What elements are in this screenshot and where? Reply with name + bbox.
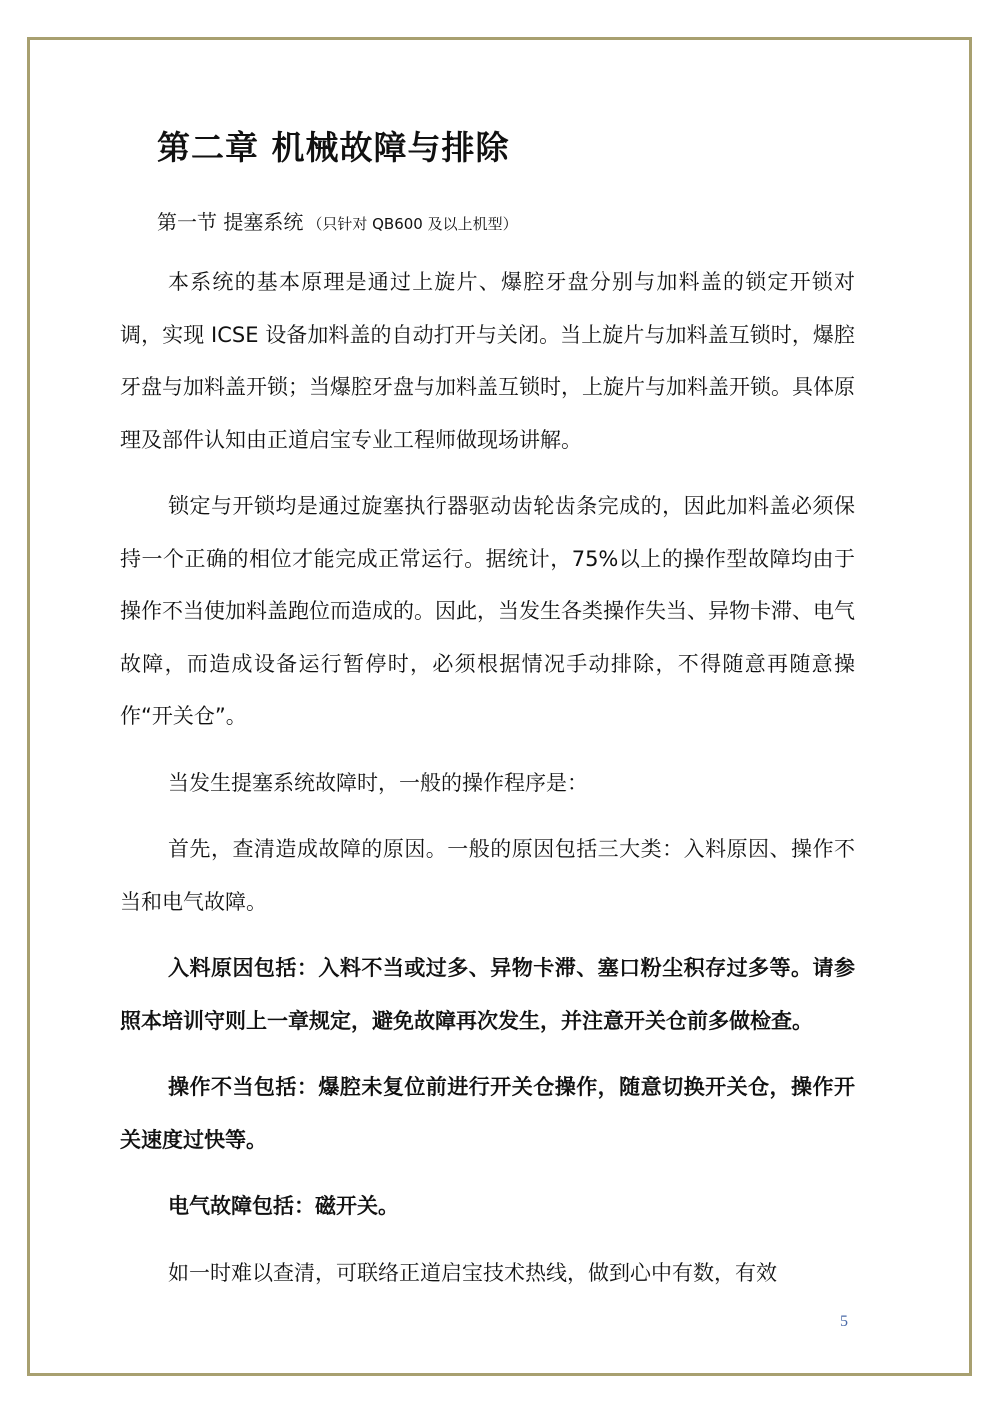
document-body — [120, 120, 855, 1299]
section-note: （只针对 QB600 及以上机型） — [307, 215, 518, 233]
paragraph-principle: 本系统的基本原理是通过上旋片、爆腔牙盘分别与加料盖的锁定开锁对调，实现 ICSE 设备加料盖的自动打开与关闭。当上旋片与加料盖互锁时，爆腔牙盘与加料盖开锁；当爆腔牙盘与加料盖互锁时，上旋片与加料盖开锁。具体原理及部件认知由正道启宝专业工程师做现场讲解。 — [120, 270, 855, 452]
paragraph-feed-causes: 入料原因包括：入料不当或过多、异物卡滞、塞口粉尘积存过多等。请参照本培训守则上一章规定，避免故障再次发生，并注意开关仓前多做检查。 — [120, 956, 855, 1033]
paragraph-hotline: 如一时难以查清，可联络正道启宝技术热线，做到心中有数，有效 — [168, 1260, 777, 1285]
paragraph-first-step: 首先，查清造成故障的原因。一般的原因包括三大类：入料原因、操作不当和电气故障。 — [120, 837, 855, 914]
section-heading — [120, 204, 855, 242]
page-number: 5 — [840, 1313, 848, 1330]
chapter-title: 第二章 机械故障与排除 — [157, 128, 510, 167]
paragraph-locking: 锁定与开锁均是通过旋塞执行器驱动齿轮齿条完成的，因此加料盖必须保持一个正确的相位才能完成正常运行。据统计，75%以上的操作型故障均由于操作不当使加料盖跑位而造成的。因此，当发生各类操作失当、异物卡滞、电气故障，而造成设备运行暂停时，必须根据情况手动排除，不得随意再随意操作“开关仓”。 — [120, 494, 855, 728]
paragraph-operation-causes: 操作不当包括：爆腔未复位前进行开关仓操作，随意切换开关仓，操作开关速度过快等。 — [120, 1075, 855, 1152]
paragraph-procedure-intro: 当发生提塞系统故障时，一般的操作程序是： — [168, 770, 588, 795]
paragraph-electrical-causes: 电气故障包括：磁开关。 — [168, 1194, 399, 1218]
section-title: 第一节 提塞系统 — [157, 210, 304, 234]
